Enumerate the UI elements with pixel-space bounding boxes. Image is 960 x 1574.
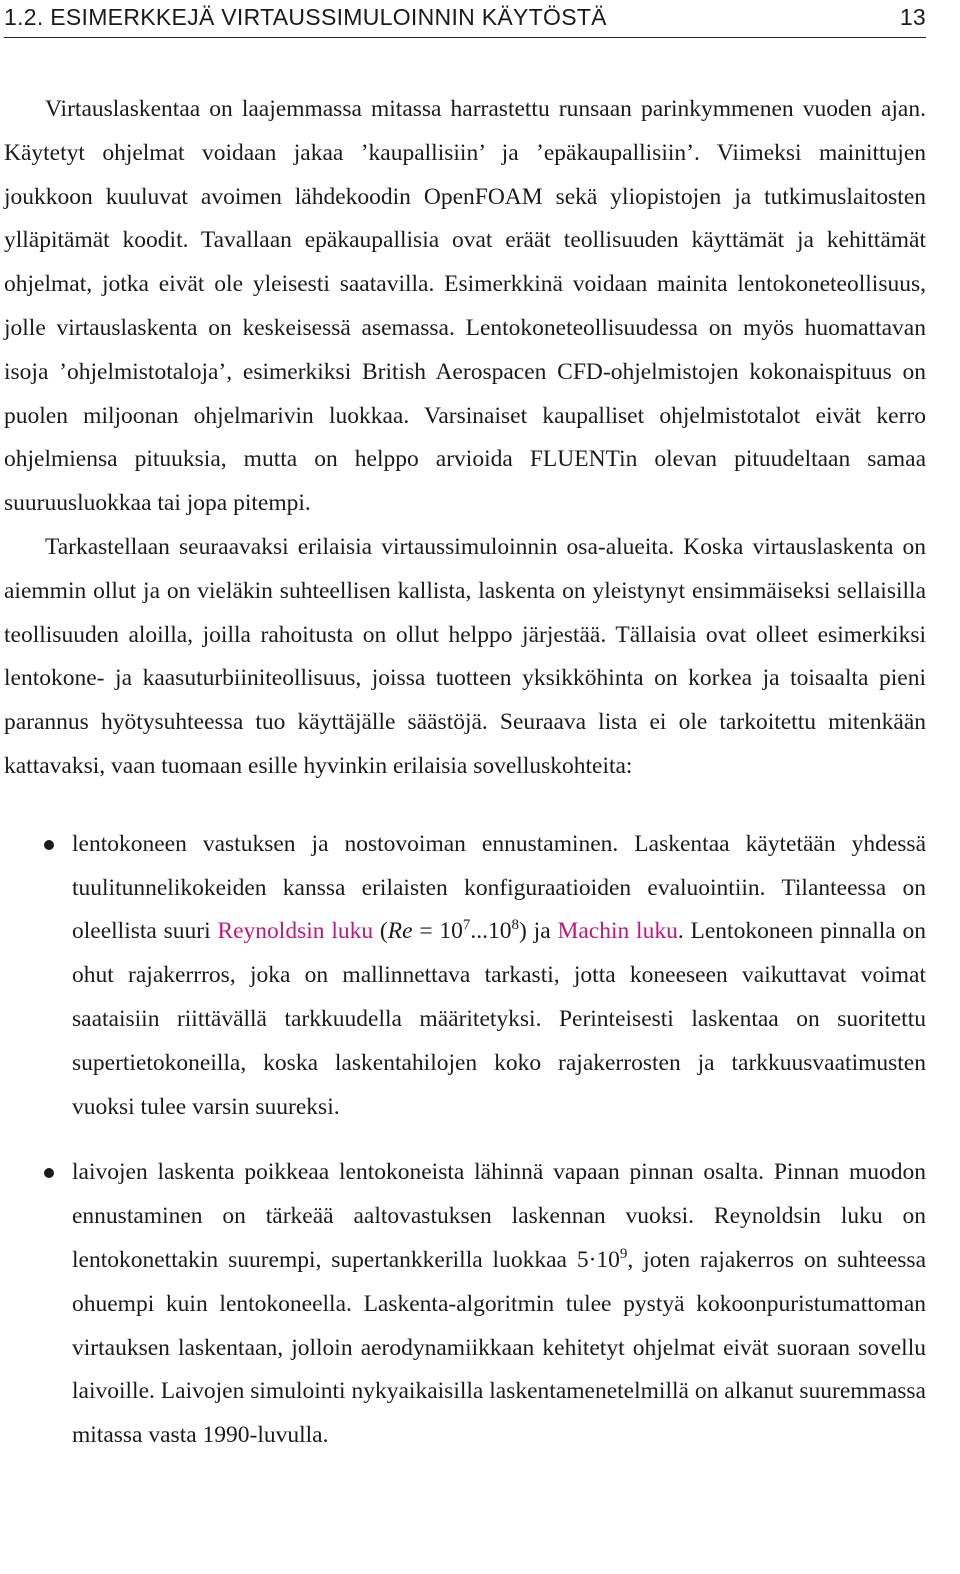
section-title: 1.2. ESIMERKKEJÄ VIRTAUSSIMULOINNIN KÄYTÖSTÄ <box>4 4 607 30</box>
reynolds-number-link[interactable]: Reynoldsin luku <box>217 918 374 945</box>
list-item <box>4 823 926 1130</box>
list-item-text-end: . Lentokoneen pinnalla on ohut rajakerrros, joka on mallinnettava tarkasti, jotta koneeseen vaikuttavat voimat saataisiin riittävällä tarkkuudella määritetyksi. Perinteisesti laskentaa on suoritettu supertietokoneilla, koska laskentahilojen koko rajakerrosten ja tarkkuusvaatimusten vuoksi tulee varsin suureksi. <box>72 918 926 1120</box>
page-number: 13 <box>899 4 926 30</box>
bullet-icon <box>44 1168 54 1178</box>
list-item <box>4 1151 926 1458</box>
list-item-text-start: lentokoneen vastuksen ja nostovoiman ennustaminen. Laskentaa käytetään yhdessä tuulitunnelikokeiden kanssa erilaisten konfiguraatioiden evaluointiin. Tilanteessa on oleellista suuri <box>72 830 926 945</box>
bullet-icon <box>44 840 54 850</box>
paragraph-1: Virtauslaskentaa on laajemmassa mitassa harrastettu runsaan parinkymmenen vuoden ajan. Käytetyt ohjelmat voidaan jakaa ’kaupallisiin’ ja ’epäkaupallisiin’. Viimeksi mainittujen joukkoon kuuluvat avoimen lähdekoodin OpenFOAM sekä yliopistojen ja tutkimuslaitosten ylläpitämät koodit. Tavallaan epäkaupallisia ovat eräät teollisuuden käyttämät ja kehittämät ohjelmat, jotka eivät ole yleisesti saatavilla. Esimerkkinä voidaan mainita lentokoneteollisuus, jolle virtauslaskenta on keskeisessä asemassa. Lentokoneteollisuudessa on myös huomattavan isoja ’ohjelmistotaloja’, esimerkiksi British Aerospacen CFD-ohjelmistojen kokonaispituus on puolen miljoonan ohjelmarivin luokkaa. Varsinaiset kaupalliset ohjelmistotalot eivät kerro ohjelmiensa pituuksia, mutta on helppo arvioida FLUENTin olevan pituudeltaan samaa suuruusluokkaa tai jopa pitempi. <box>4 96 926 517</box>
list-item-text-end: , joten rajakerros on suhteessa ohuempi kuin lentokoneella. Laskenta-algoritmin tulee pystyä kokoonpuristumattoman virtauksen laskentaan, jolloin aerodynamiikkaan kehitetyt ohjelmat eivät suoraan sovellu laivoille. Laivojen simulointi nykyaikaisilla laskentamenetelmillä on alkanut suuremmassa mitassa vasta 1990-luvulla. <box>72 1246 926 1449</box>
paragraph-2: Tarkastellaan seuraavaksi erilaisia virtaussimuloinnin osa-alueita. Koska virtauslaskenta on aiemmin ollut ja on vieläkin suhteellisen kallista, laskenta on yleistynyt ensimmäiseksi sellaisilla teollisuuden aloilla, joilla rahoitusta on ollut helppo järjestää. Tällaisia ovat olleet esimerkiksi lentokone- ja kaasuturbiiniteollisuus, joissa tuotteen yksikköhinta on korkea ja toisaalta pieni parannus hyötysuhteessa tuo käyttäjälle säästöjä. Seuraava lista ei ole tarkoitettu mitenkään kattavaksi, vaan tuomaan esille hyvinkin erilaisia sovelluskohteita: <box>4 533 926 779</box>
list-item-text-start: laivojen laskenta poikkeaa lentokoneista lähinnä vapaan pinnan osalta. Pinnan muodon ennustaminen on tärkeää aaltovastuksen laskennan vuoksi. Reynoldsin luku on lentokonettakin suurempi, supertankkerilla luokkaa <box>72 1159 926 1273</box>
application-list <box>4 823 926 1458</box>
reynolds-formula: $(Re = 10^7...10^8)$ ja <box>373 917 558 945</box>
main-text <box>4 88 926 1458</box>
supertanker-reynolds-formula: $5\cdot 10^9$ <box>576 1245 628 1273</box>
mach-number-link[interactable]: Machin luku <box>557 918 678 945</box>
running-header <box>4 0 926 38</box>
